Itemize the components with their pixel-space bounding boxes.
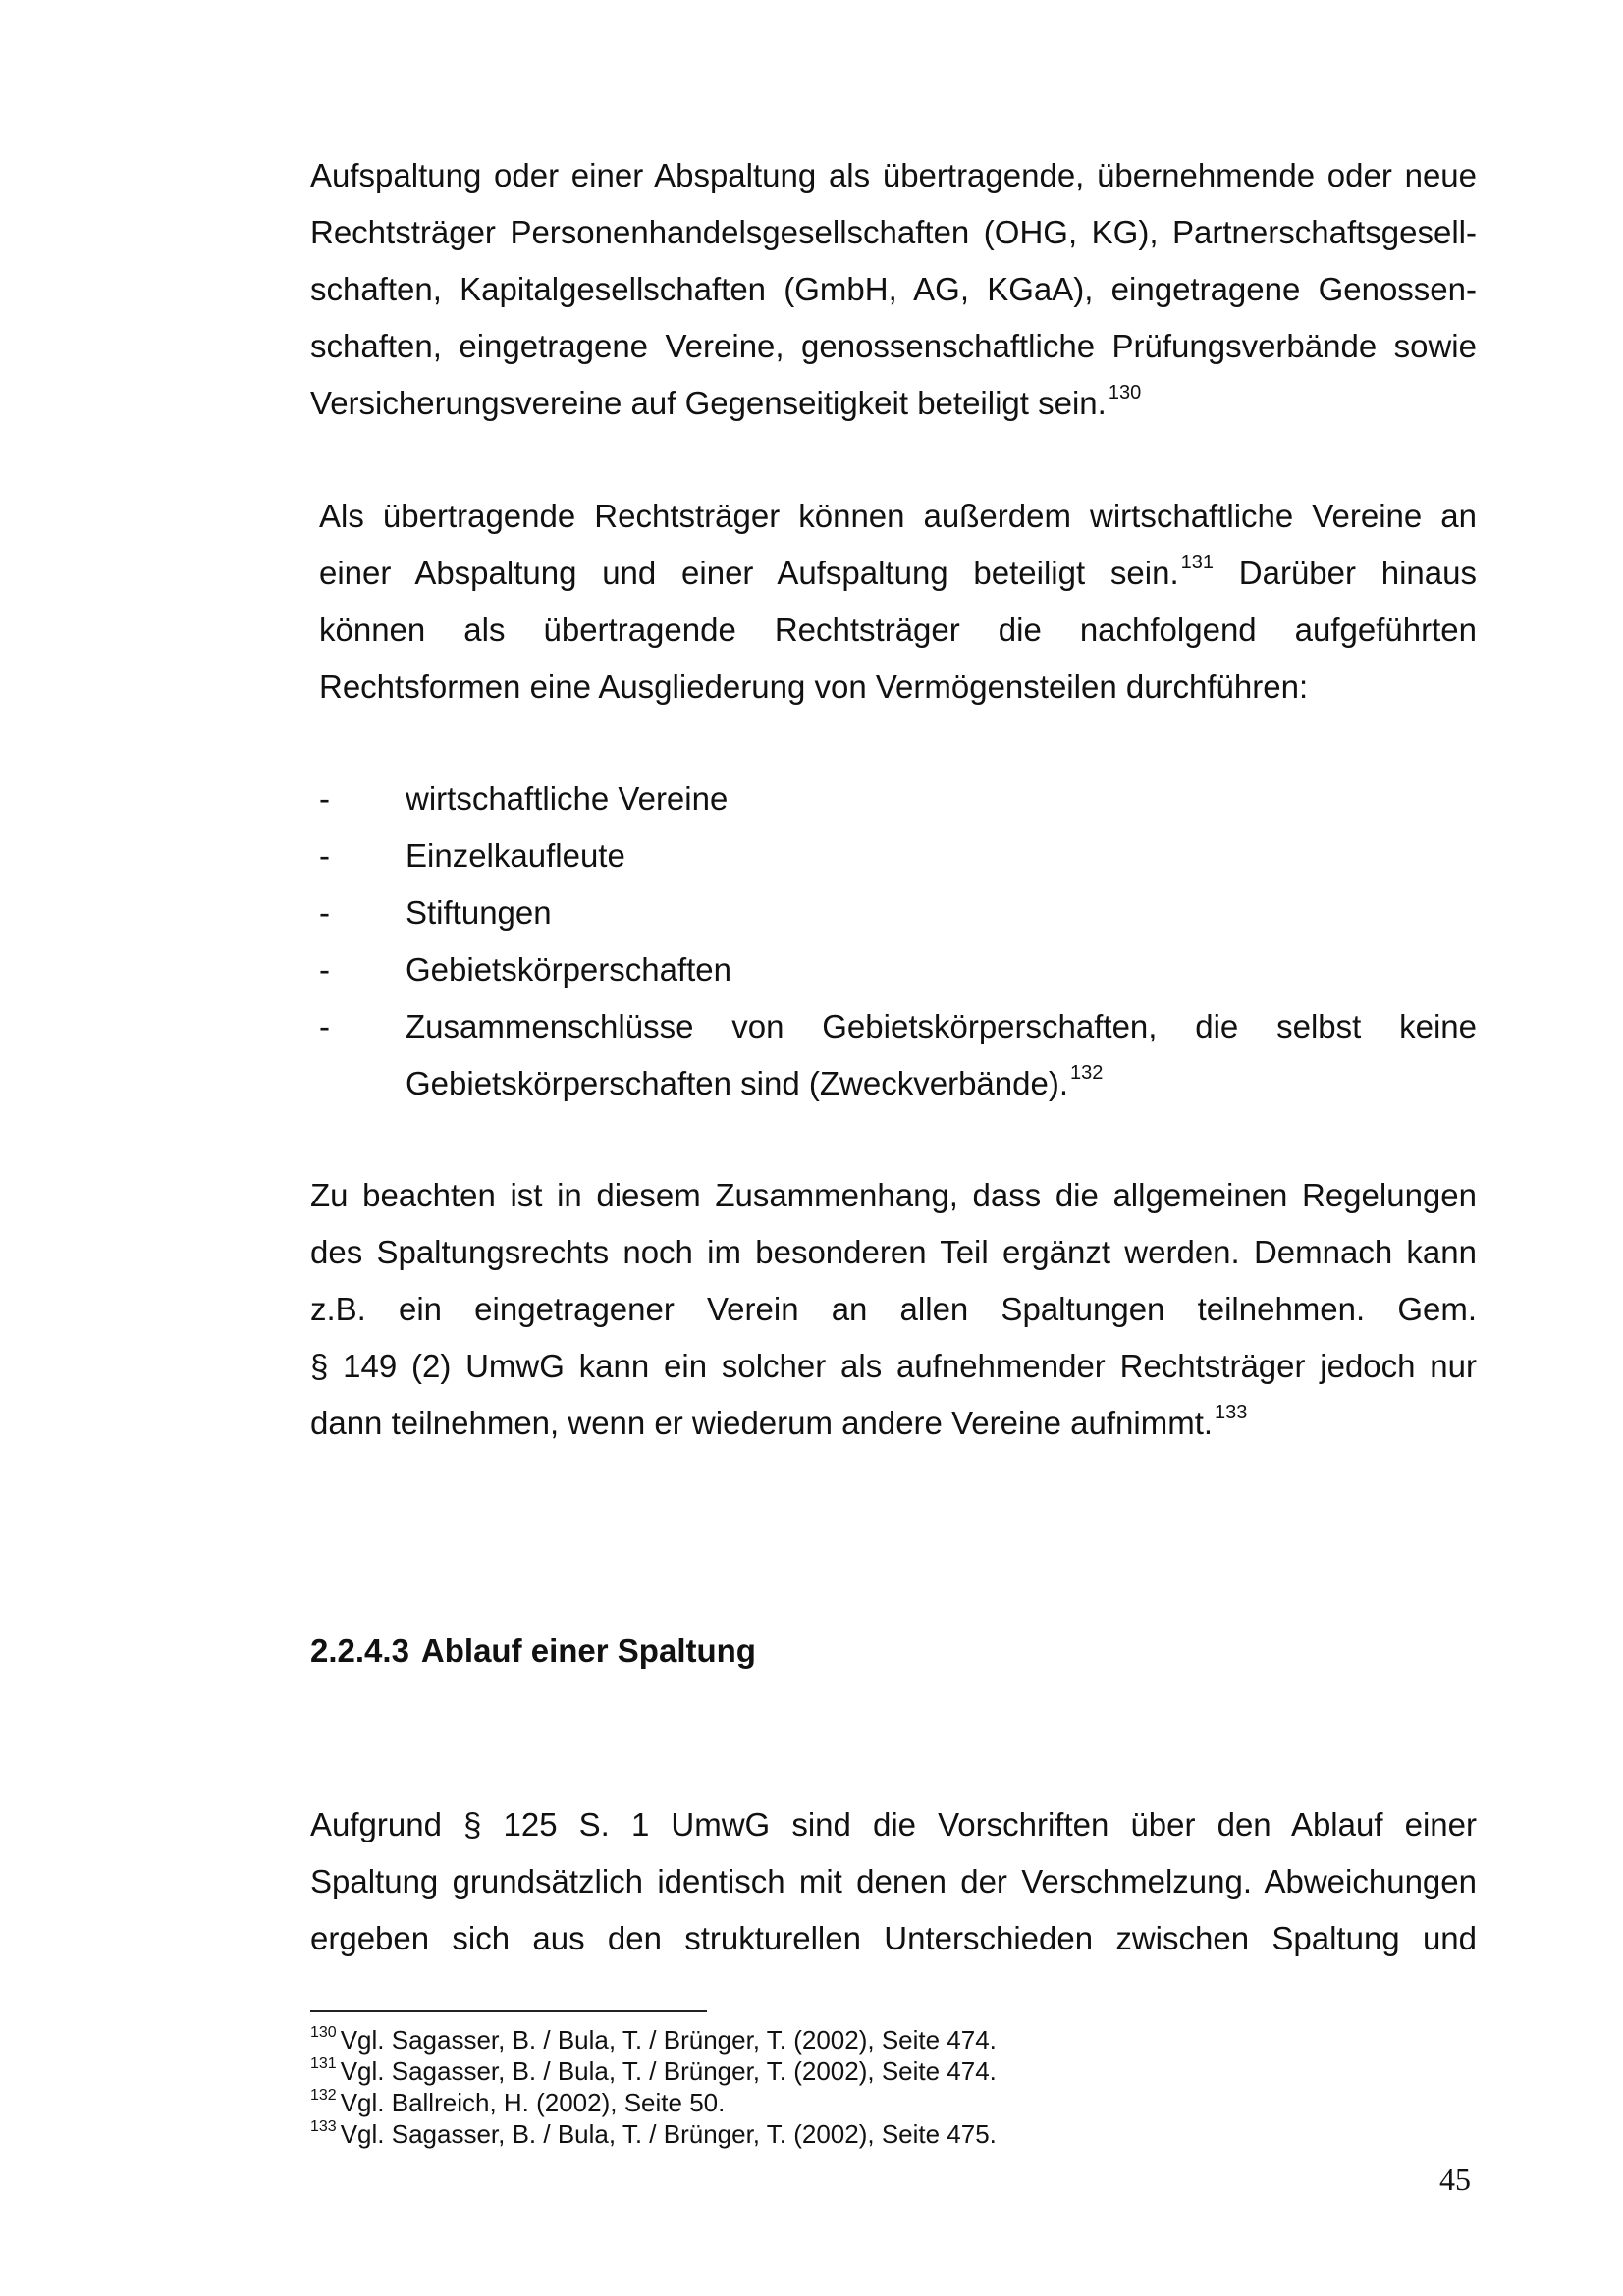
- footnote-number: 131: [310, 2056, 337, 2072]
- list-item: [319, 828, 1477, 884]
- footnote-number: 133: [310, 2118, 337, 2135]
- text-line: ergeben sich aus den strukturellen Unterschieden zwischen Spaltung und: [310, 1920, 1477, 1956]
- list-item-text: Gebietskörperschaften: [406, 951, 732, 988]
- footnote-text: Vgl. Sagasser, B. / Bula, T. / Brünger, T. (2002), Seite 474.: [340, 2025, 997, 2055]
- text-line-content: Gebietskörperschaften sind (Zweckverbände).: [406, 1065, 1068, 1101]
- text-line: § 149 (2) UmwG kann ein solcher als aufnehmender Rechtsträger jedoch nur: [310, 1348, 1477, 1384]
- page-number: 45: [1439, 2162, 1471, 2197]
- text-line: Spaltung grundsätzlich identisch mit denen der Verschmelzung. Abweichungen: [310, 1863, 1477, 1899]
- text-line: z.B. ein eingetragener Verein an allen Spaltungen teilnehmen. Gem.: [310, 1291, 1477, 1327]
- list-item: [319, 771, 1477, 828]
- list-item-text: Zusammenschlüsse von Gebietskörperschaften, die selbst keine: [406, 1008, 1477, 1044]
- text-line: Aufgrund § 125 S. 1 UmwG sind die Vorschriften über den Ablauf einer: [310, 1806, 1477, 1842]
- text-line: Als übertragende Rechtsträger können außerdem wirtschaftliche Vereine an: [319, 498, 1477, 534]
- text-line: Rechtsträger Personenhandelsgesellschaften (OHG, KG), Partnerschaftsgesell-: [310, 214, 1477, 250]
- footnote-text: Vgl. Ballreich, H. (2002), Seite 50.: [340, 2088, 726, 2117]
- text-line-content: dann teilnehmen, wenn er wiederum andere Vereine aufnimmt.: [310, 1405, 1214, 1441]
- footnote-text: Vgl. Sagasser, B. / Bula, T. / Brünger, T. (2002), Seite 475.: [340, 2119, 997, 2149]
- list-dash: -: [319, 1008, 330, 1044]
- text-line: können als übertragende Rechtsträger die nachfolgend aufgeführten: [319, 612, 1477, 648]
- list-dash: -: [319, 780, 330, 817]
- footnotes: [310, 2024, 1477, 2150]
- text-line: [319, 545, 1477, 602]
- section-title: Ablauf einer Spaltung: [420, 1632, 756, 1669]
- footnote-reference: 133: [1215, 1402, 1248, 1423]
- footnote: [310, 2087, 1477, 2118]
- list-item: [319, 941, 1477, 998]
- text-line-content: Darüber hinaus: [1238, 555, 1477, 591]
- footnote-reference: 131: [1180, 552, 1214, 573]
- list-dash: -: [319, 894, 330, 931]
- paragraph-2: [319, 488, 1477, 716]
- footnote-number: 130: [310, 2024, 337, 2041]
- footnote-number: 132: [310, 2087, 337, 2104]
- paragraph-3: [310, 1167, 1477, 1452]
- text-line-content: einer Abspaltung und einer Aufspaltung beteiligt sein.: [319, 555, 1179, 591]
- text-line: [310, 1395, 1477, 1452]
- list-item: [319, 884, 1477, 941]
- paragraph-1: [310, 147, 1477, 432]
- footnote-reference: 132: [1070, 1062, 1104, 1084]
- section-heading: [310, 1623, 756, 1680]
- list-item-text: wirtschaftliche Vereine: [406, 780, 729, 817]
- text-line-content: Versicherungsvereine auf Gegenseitigkeit beteiligt sein.: [310, 385, 1107, 421]
- footnote: [310, 2118, 1477, 2150]
- text-line: schaften, eingetragene Vereine, genossenschaftliche Prüfungsverbände sowie: [310, 328, 1477, 364]
- list-dash: -: [319, 837, 330, 874]
- footnote: [310, 2056, 1477, 2087]
- list-item: [319, 998, 1477, 1112]
- text-line: Rechtsformen eine Ausgliederung von Vermögensteilen durchführen:: [319, 668, 1309, 705]
- text-line: Aufspaltung oder einer Abspaltung als übertragende, übernehmende oder neue: [310, 157, 1477, 193]
- section-number: 2.2.4.3: [310, 1632, 409, 1669]
- text-line: des Spaltungsrechts noch im besonderen Teil ergänzt werden. Demnach kann: [310, 1234, 1477, 1270]
- list-dash: -: [319, 951, 330, 988]
- paragraph-4: [310, 1796, 1477, 1967]
- text-line: [310, 375, 1477, 432]
- list-item-text: Einzelkaufleute: [406, 837, 625, 874]
- list-item-text: Stiftungen: [406, 894, 552, 931]
- footnote: [310, 2024, 1477, 2056]
- footnote-separator: [310, 2010, 707, 2012]
- footnote-text: Vgl. Sagasser, B. / Bula, T. / Brünger, T. (2002), Seite 474.: [340, 2056, 997, 2086]
- text-line: Zu beachten ist in diesem Zusammenhang, dass die allgemeinen Regelungen: [310, 1177, 1477, 1213]
- bullet-list: [319, 771, 1477, 1112]
- list-item-text: [406, 1055, 1477, 1112]
- footnote-reference: 130: [1108, 382, 1142, 403]
- text-line: schaften, Kapitalgesellschaften (GmbH, AG, KGaA), eingetragene Genossen-: [310, 271, 1477, 307]
